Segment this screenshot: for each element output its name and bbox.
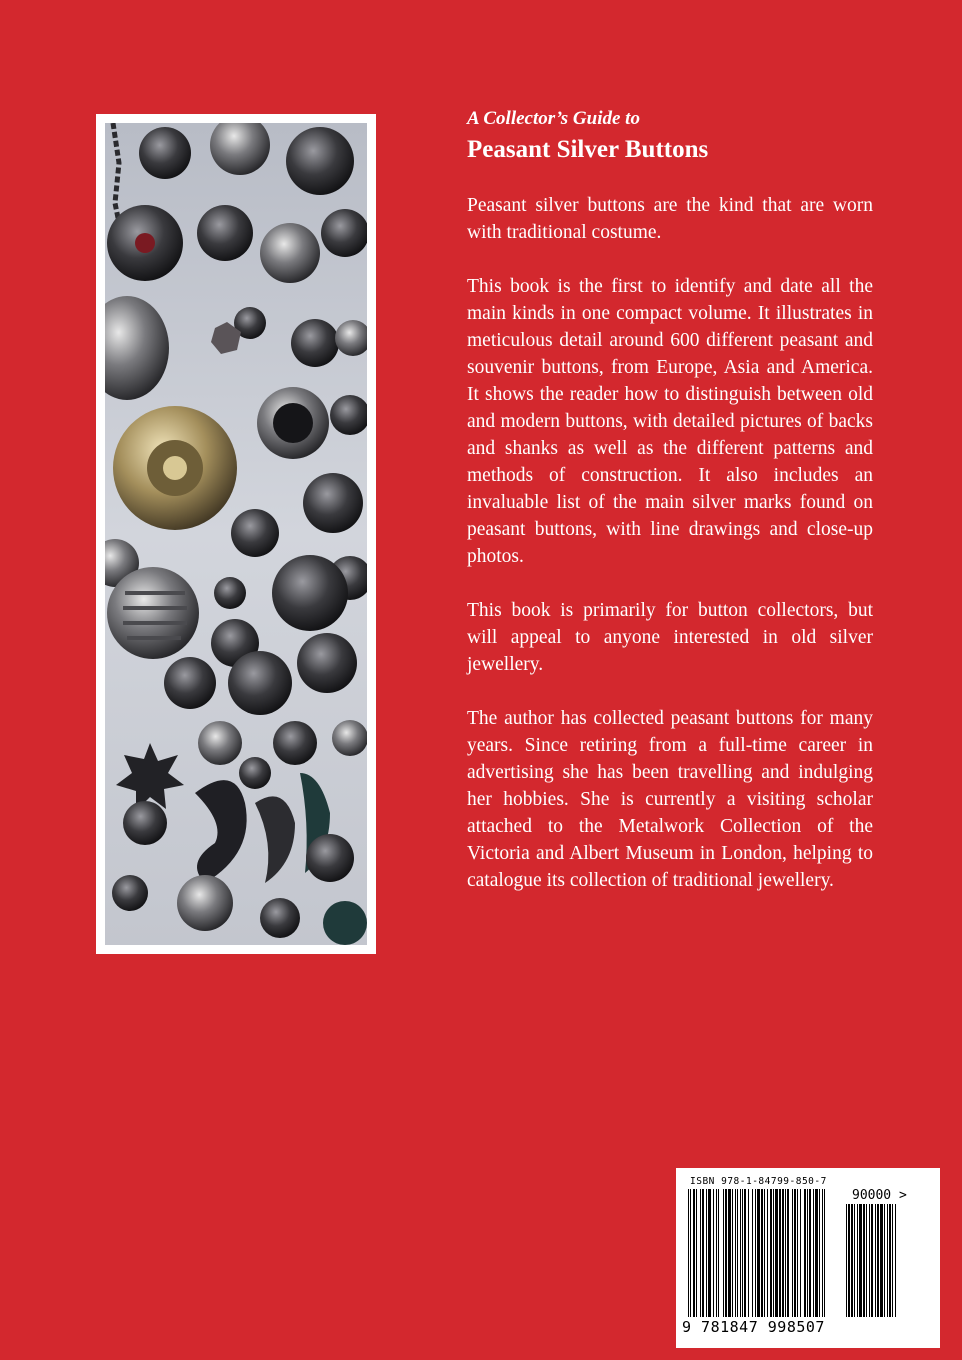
isbn-label: ISBN 978-1-84799-850-7	[690, 1176, 827, 1187]
isbn-digits: 9 781847 998507	[682, 1318, 825, 1336]
barcode-bars	[688, 1189, 838, 1317]
back-cover-text	[467, 104, 873, 921]
book-subtitle: A Collector’s Guide to	[467, 108, 640, 129]
silver-buttons-photo	[105, 123, 367, 945]
isbn-barcode	[676, 1168, 940, 1348]
paragraph-intro: Peasant silver buttons are the kind that are worn with traditional costume.	[467, 195, 873, 243]
price-code: 90000 >	[852, 1188, 907, 1203]
book-title: Peasant Silver Buttons	[467, 136, 709, 163]
paragraph-author: The author has collected peasant buttons for many years. Since retiring from a full-time career in advertising she has been travelling and indulging her hobbies. She is currently a visiting scholar attached to the Metalwork Collection of the Victoria and Albert Museum in London, helping to catalogue its collection of traditional jewellery.	[467, 708, 873, 891]
paragraph-audience: This book is primarily for button collectors, but will appeal to anyone interested in old silver jewellery.	[467, 600, 873, 675]
cover-photo-frame	[96, 114, 376, 954]
paragraph-description: This book is the first to identify and date all the main kinds in one compact volume. It illustrates in meticulous detail around 600 different peasant and souvenir buttons, from Europe, Asia and America. It shows the reader how to distinguish between old and modern buttons, with detailed pictures of backs and shanks as well as the different patterns and methods of construction. It also includes an invaluable list of the main silver marks found on peasant buttons, with line drawings and close-up photos.	[467, 276, 873, 567]
barcode-addon-bars	[846, 1204, 930, 1317]
